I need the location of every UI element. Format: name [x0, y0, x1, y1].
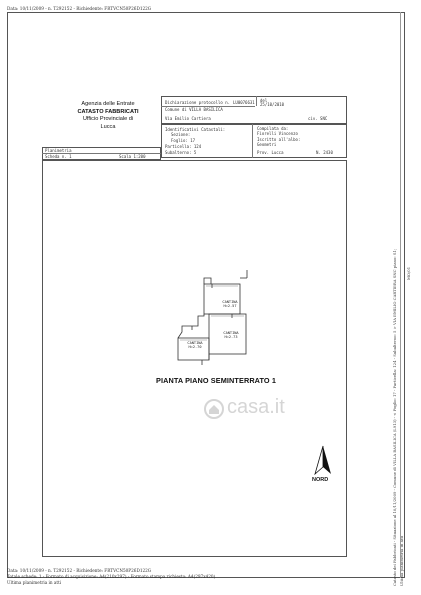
footer-request-info: Data: 10/11/2009 - n. T292152 - Richiedente: FRTVCN50P26D122G [7, 568, 152, 573]
section-field: Sezione: [171, 132, 191, 137]
municipality: Comune di VILLA BASILICA [165, 107, 223, 112]
compiled-by-label: Compilata da: [257, 126, 289, 131]
scale: Scala 1:200 [119, 154, 146, 159]
declaration-label: Dichiarazione protocollo n. [165, 100, 231, 105]
cellar-room-1-height: H=2.57 [223, 304, 237, 309]
declaration-box [161, 96, 347, 124]
province: Prov. Lucca [257, 150, 284, 155]
date-label: del [260, 98, 268, 103]
north-label: NORD [312, 477, 329, 483]
cellar-room-2-name: CANTINA [223, 331, 239, 335]
planimetria-divider [42, 153, 161, 154]
vertical-form-code: MO/01 [406, 266, 411, 280]
info-box-h-divider [161, 106, 255, 107]
street-address: Via Emilio Cartiera [165, 116, 211, 121]
catasto-title: CATASTO FABBRICATI [77, 108, 139, 115]
cellar-room-1-name: CANTINA [222, 300, 238, 304]
cellar-room-3-name: CANTINA [187, 341, 203, 345]
footer-last-plan: Ultima planimetria in atti [7, 580, 62, 585]
watermark-logo-icon [203, 398, 225, 420]
cellar-room-1 [215, 300, 245, 308]
vertical-last-plan-note: Ultima planimetria in atti [399, 535, 404, 586]
cellar-room-3-height: H=2.70 [188, 345, 202, 350]
parcel-field: Particella: 124 [165, 144, 202, 149]
floor-plan [172, 268, 262, 376]
cellar-room-3 [181, 341, 209, 349]
header-request-info: Data: 10/11/2009 - n. T292152 - Richiedente: FRTVCN50P26D122G [7, 6, 152, 11]
register-label: Iscritto all'albo: [257, 137, 301, 142]
identifiers-box [161, 124, 347, 158]
register-number: N. 2430 [316, 150, 333, 155]
register-name: Geometri [257, 142, 277, 147]
agency-office: Ufficio Provinciale di [82, 116, 134, 122]
protocol-number: LU0076631 [233, 100, 255, 105]
info-box-v-divider [256, 96, 257, 106]
north-arrow-icon [313, 445, 333, 475]
vertical-cadastral-situation: Catasto dei Fabbricati - Situazione al 10/11/2009 - Comune di VILLA BASILICA (L913) - < Foglio: 17 - Particella: 124 - Subalterno: 5 > VIA EMILIO CARTIERA SNC piano: S1; [392, 248, 397, 586]
declaration-date: 25/10/2010 [260, 102, 285, 107]
footer-format-info: Totale schede: 1 - Formato di acquisizione: A4(210x297) - Formato stampa richiesto: A4(297x420) [7, 574, 216, 579]
right-border-line [400, 12, 401, 578]
street-number: civ. SNC [308, 116, 328, 121]
planimetria-label: Planimetria [45, 148, 72, 153]
subaltern-field: Subalterno: 5 [165, 150, 197, 155]
cellar-room-2 [216, 331, 246, 339]
agency-name: Agenzia delle Entrate [81, 101, 135, 107]
plan-title: PIANTA PIANO SEMINTERRATO 1 [156, 376, 276, 385]
agency-city: Lucca [100, 123, 116, 130]
watermark-text: casa.it [227, 396, 285, 418]
cellar-room-2-height: H=2.73 [224, 335, 238, 340]
compiler-name: Fiorelli Vincenzo [257, 131, 298, 136]
agency-header [62, 101, 154, 131]
identifiers-v-divider [252, 124, 253, 158]
identifiers-label: Identificativi Catastali: [165, 127, 226, 132]
sheet-field: Foglio: 17 [171, 138, 196, 143]
sheet-number: Scheda n. 1 [45, 154, 72, 159]
